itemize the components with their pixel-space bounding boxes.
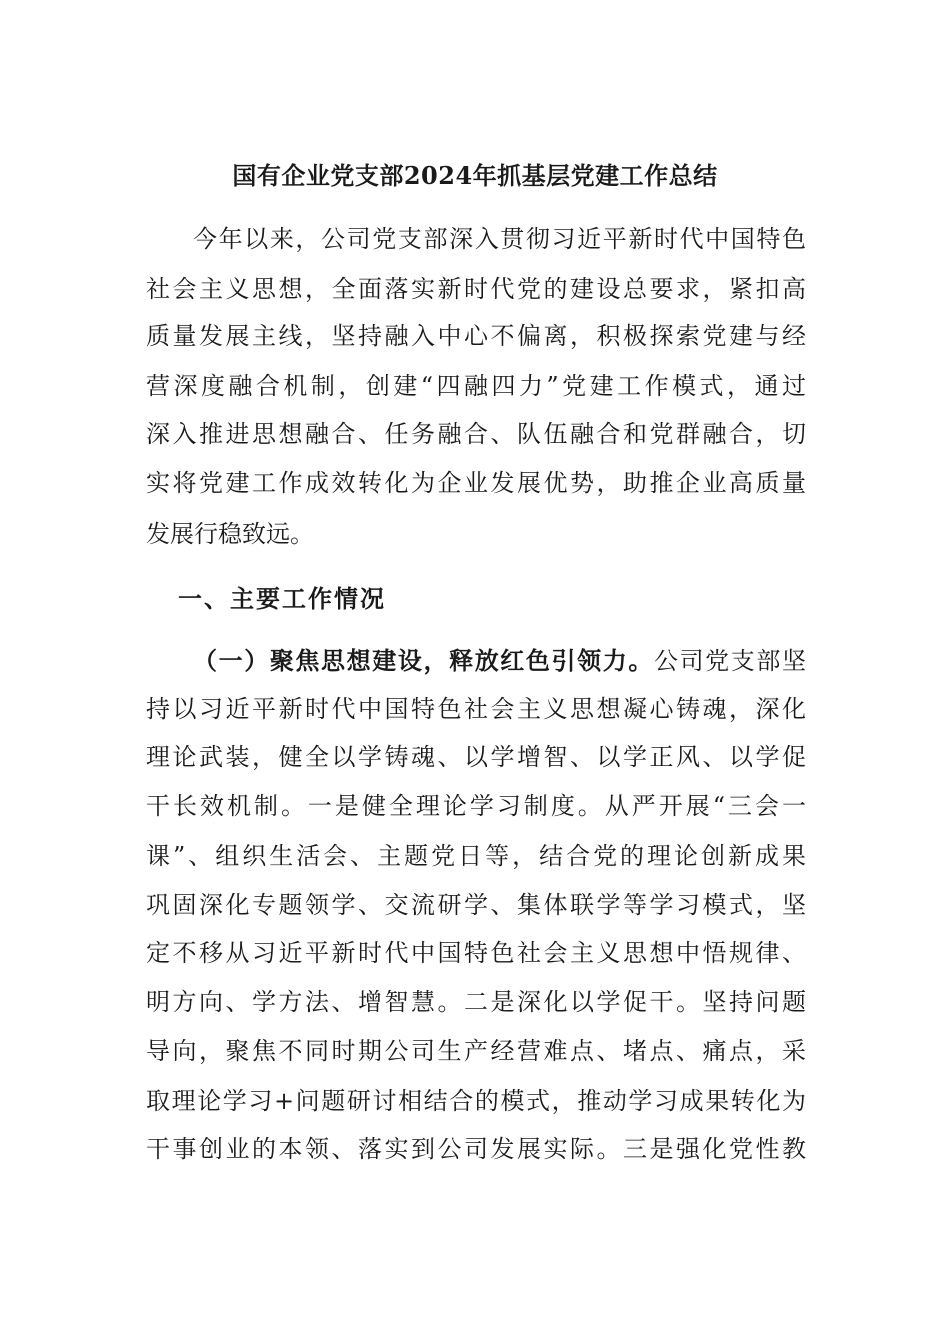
sub1-line-7: 明方向、学方法、增智慧。二是深化以学促干。坚持问题 — [146, 988, 806, 1016]
intro-line-4: 营深度融合机制，创建“四融四力”党建工作模式，通过 — [146, 372, 806, 400]
sub1-line-4: 课”、组织生活会、主题党日等，结合党的理论创新成果 — [146, 842, 806, 870]
sub1-line-1: 持以习近平新时代中国特色社会主义思想凝心铸魂，深化 — [146, 695, 806, 723]
sub1-line-6: 定不移从习近平新时代中国特色社会主义思想中悟规律、 — [146, 939, 806, 967]
sub1-first-line — [193, 641, 806, 681]
section-heading-1: 一、主要工作情况 — [178, 585, 386, 613]
document-title: 国有企业党支部2024年抓基层党建工作总结 — [232, 161, 718, 190]
intro-line-6: 实将党建工作成效转化为企业发展优势，助推企业高质量 — [146, 469, 806, 497]
sub1-first-rest: 公司党支部坚 — [653, 647, 807, 675]
sub1-line-8: 导向，聚焦不同时期公司生产经营难点、堵点、痛点，采 — [146, 1037, 806, 1065]
sub1-line-2: 理论武装，健全以学铸魂、以学增智、以学正风、以学促 — [146, 743, 806, 771]
sub1-line-3: 干长效机制。一是健全理论学习制度。从严开展“三会一 — [146, 792, 806, 820]
sub1-line-10: 干事创业的本领、落实到公司发展实际。三是强化党性教 — [146, 1135, 806, 1163]
intro-line-3: 质量发展主线，坚持融入中心不偏离，积极探索党建与经 — [146, 322, 806, 350]
intro-line-2: 社会主义思想，全面落实新时代党的建设总要求，紧扣高 — [146, 275, 806, 303]
intro-line-1: 今年以来，公司党支部深入贯彻习近平新时代中国特色 — [193, 225, 806, 253]
sub1-heading: （一）聚焦思想建设，释放红色引领力。 — [193, 646, 654, 675]
sub1-line-5: 巩固深化专题领学、交流研学、集体联学等学习模式，坚 — [146, 891, 806, 919]
intro-line-7: 发展行稳致远。 — [146, 520, 314, 548]
sub1-line-9: 取理论学习+问题研讨相结合的模式，推动学习成果转化为 — [146, 1087, 806, 1115]
intro-line-5: 深入推进思想融合、任务融合、队伍融合和党群融合，切 — [146, 420, 806, 448]
